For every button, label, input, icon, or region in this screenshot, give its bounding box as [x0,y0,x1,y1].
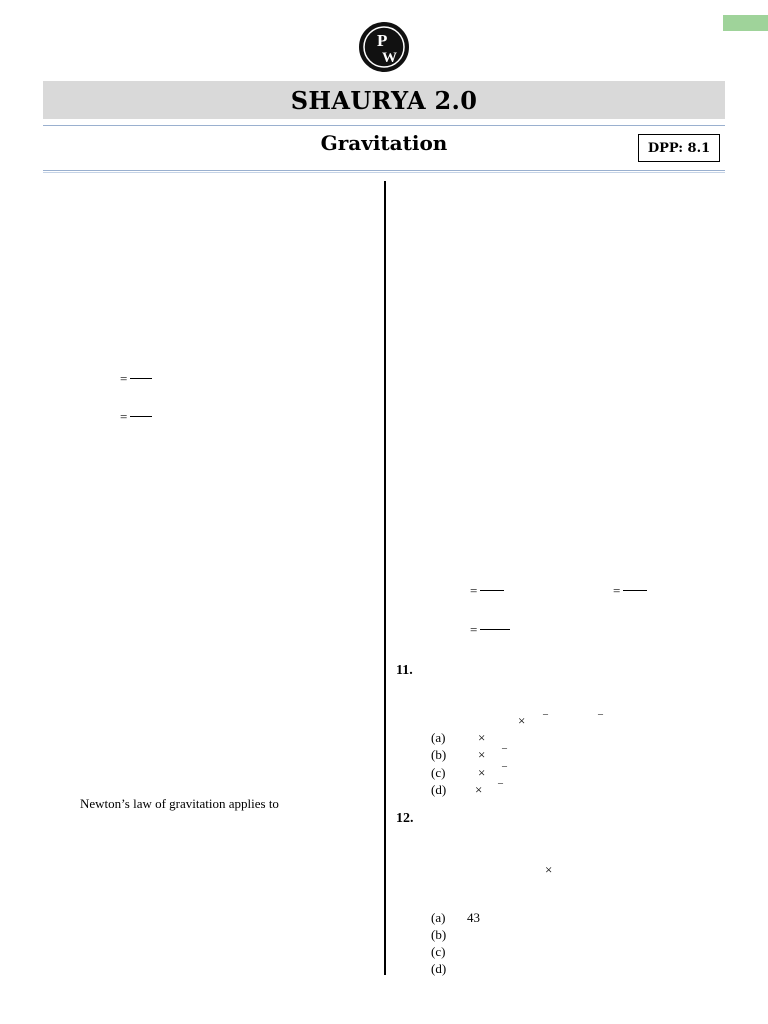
question-11-number: 11. [396,663,413,678]
equals-sign: = [120,409,128,424]
q12-stem-times: × [545,862,553,877]
q11-option-b-times: × [478,747,486,762]
dpp-label: DPP: 8.1 [647,140,711,156]
q11-option-c-times: × [478,765,486,780]
pw-logo [359,22,409,72]
bottom-rule-shadow [43,172,725,173]
equals-sign: = [120,371,128,386]
equals-sign: = [470,583,478,598]
top-rule [43,125,725,126]
q11-option-a-times: × [478,730,486,745]
q11-option-c-minus: – [502,761,507,772]
bottom-rule [43,170,725,171]
equals-sign: = [470,622,478,637]
right-fraction-b [613,584,647,597]
dpp-badge [638,134,720,162]
left-fraction-1 [120,372,152,385]
q11-stem-minus-2: – [598,709,603,720]
q11-option-b-minus: – [502,743,507,754]
right-fraction-a [470,584,504,597]
q12-option-a-text: 43 [467,910,480,925]
svg-text:W: W [382,50,397,66]
q11-option-d-label[interactable]: (d) [431,782,447,797]
fraction-bar [480,629,510,630]
q11-option-d-minus: – [498,778,503,789]
right-fraction-c [470,623,510,636]
svg-text:P: P [377,31,388,50]
q12-option-b-label[interactable]: (b) [431,927,447,942]
q12-option-a-label[interactable]: (a) [431,910,446,925]
q11-stem-times: × [518,713,526,728]
q11-option-d-times: × [475,782,483,797]
q11-stem-minus-1: – [543,709,548,720]
pw-logo-icon [361,24,407,70]
equals-sign: = [613,583,621,598]
banner-title: SHAURYA 2.0 [290,85,478,115]
q12-option-d-label[interactable]: (d) [431,961,447,976]
fraction-bar [130,378,152,379]
q12-option-c-label[interactable]: (c) [431,944,446,959]
q11-option-c-label[interactable]: (c) [431,765,446,780]
q11-option-b-label[interactable]: (b) [431,747,447,762]
gravitation-statement: Newton’s law of gravitation applies to [80,796,279,811]
left-fraction-2 [120,410,152,423]
question-12-number: 12. [396,811,414,826]
fraction-bar [130,416,152,417]
banner [43,81,725,119]
column-divider [384,181,386,975]
q11-option-a-label[interactable]: (a) [431,730,446,745]
fraction-bar [623,590,647,591]
corner-tab-marker [723,15,768,31]
subject-title: Gravitation [320,131,448,155]
fraction-bar [480,590,504,591]
